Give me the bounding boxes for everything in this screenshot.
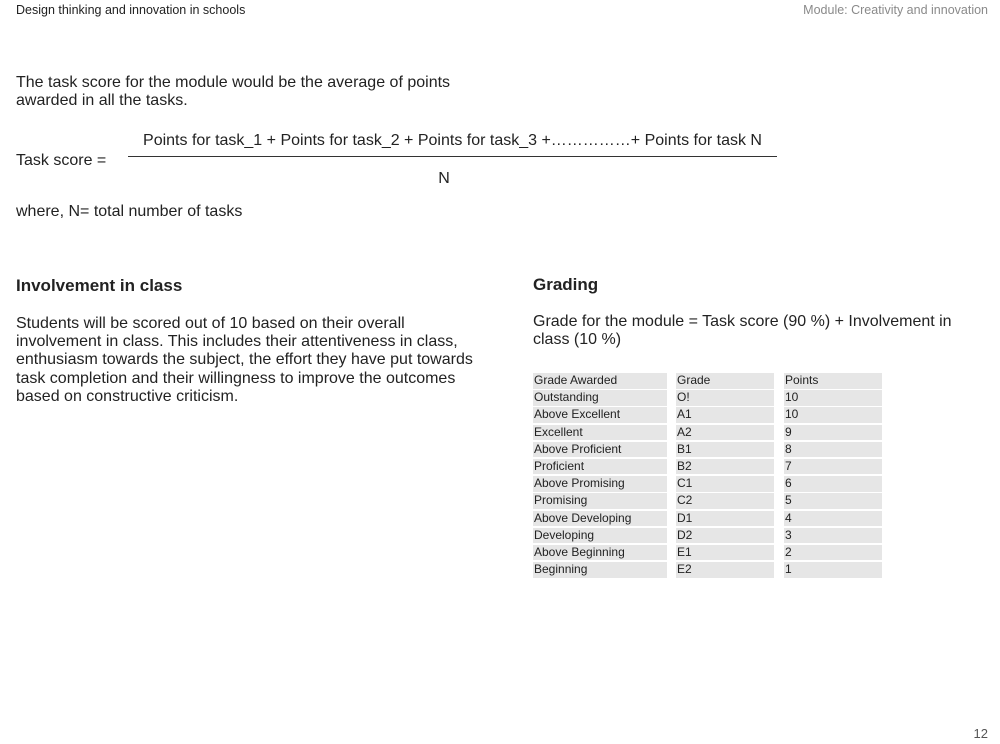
formula-where-note: where, N= total number of tasks [16,203,243,220]
grade-awarded-cell: Excellent [533,425,667,441]
grade-cell: A2 [676,425,774,441]
header-cell-grade: Grade [676,373,774,389]
grading-text: Grade for the module = Task score (90 %) + Involvement in class (10 %) [533,313,952,349]
header-cell-grade-awarded: Grade Awarded [533,373,667,389]
course-title: Design thinking and innovation in schools [16,3,246,17]
grade-cell: B2 [676,459,774,475]
points-cell: 3 [784,528,882,544]
grading-heading: Grading [533,275,599,294]
points-cell: 4 [784,511,882,527]
grade-awarded-cell: Beginning [533,562,667,578]
task-score-label: Task score = [16,152,107,169]
points-cell: 6 [784,476,882,492]
grade-cell: A1 [676,407,774,423]
grade-cell: D1 [676,511,774,527]
grade-awarded-cell: Above Beginning [533,545,667,561]
points-cell: 5 [784,493,882,509]
table-row [533,442,883,459]
points-cell: 9 [784,425,882,441]
grade-awarded-cell: Promising [533,493,667,509]
points-cell: 10 [784,407,882,423]
grade-cell: O! [676,390,774,406]
involvement-text: Students will be scored out of 10 based on their overall involvement in class. This includes their attentiveness in class, enthusiasm towards the subject, the effort they have put towards task completion and their willingness to improve the outcomes based on constructive criticism. [16,315,473,405]
grade-cell: D2 [676,528,774,544]
grade-awarded-cell: Outstanding [533,390,667,406]
table-row [533,425,883,442]
table-row [533,407,883,424]
table-row [533,511,883,528]
page-number: 12 [973,726,988,741]
grade-cell: B1 [676,442,774,458]
grade-awarded-cell: Above Excellent [533,407,667,423]
task-score-intro: The task score for the module would be the average of points awarded in all the tasks. [16,74,451,109]
grade-cell: C2 [676,493,774,509]
grade-cell: C1 [676,476,774,492]
grade-table-header-row [533,373,883,390]
points-cell: 8 [784,442,882,458]
grade-awarded-cell: Above Developing [533,511,667,527]
formula-numerator: Points for task_1 + Points for task_2 + Points for task_3 +……………+ Points for task N [143,132,762,149]
grade-awarded-cell: Above Promising [533,476,667,492]
table-row [533,459,883,476]
table-row [533,528,883,545]
header-cell-points: Points [784,373,882,389]
table-row [533,493,883,510]
grade-awarded-cell: Developing [533,528,667,544]
points-cell: 10 [784,390,882,406]
grade-awarded-cell: Proficient [533,459,667,475]
module-title: Module: Creativity and innovation [803,3,988,17]
grade-cell: E2 [676,562,774,578]
grade-table [533,373,883,579]
table-row [533,545,883,562]
table-row [533,562,883,579]
formula-denominator: N [438,170,450,187]
grade-cell: E1 [676,545,774,561]
involvement-heading: Involvement in class [16,276,183,295]
table-row [533,476,883,493]
points-cell: 1 [784,562,882,578]
points-cell: 2 [784,545,882,561]
fraction-line [128,156,777,157]
points-cell: 7 [784,459,882,475]
table-row [533,390,883,407]
grade-awarded-cell: Above Proficient [533,442,667,458]
